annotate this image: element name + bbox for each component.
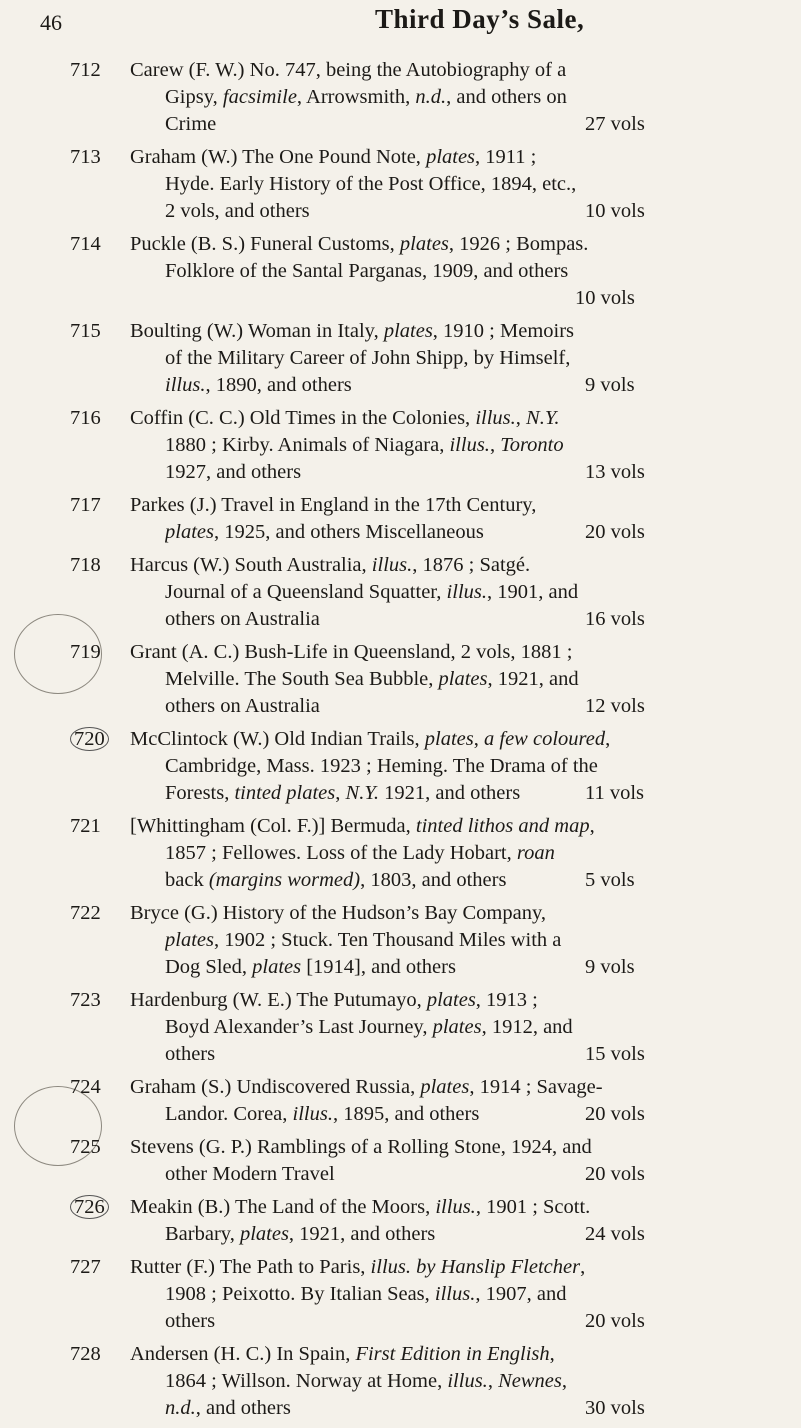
lot-description: back (margins wormed), 1803, and others (165, 869, 507, 891)
lot-line (0, 459, 801, 486)
lot-description: others (165, 1043, 216, 1065)
lot-entry (0, 900, 801, 981)
lot-entry (0, 1194, 801, 1248)
lot-number: 722 (70, 902, 101, 924)
lot-volume-count: 27 vols (585, 113, 645, 135)
lot-line (0, 57, 801, 84)
lot-line (0, 987, 801, 1014)
lot-entry (0, 552, 801, 633)
lot-line (0, 144, 801, 171)
lot-line (0, 1161, 801, 1188)
lot-list (0, 57, 801, 1428)
lot-number: 712 (70, 59, 101, 81)
lot-description: Forests, tinted plates, N.Y. 1921, and others (165, 782, 521, 804)
lot-description: Graham (W.) The One Pound Note, plates, 1911 ; (130, 146, 537, 168)
lot-description: Melville. The South Sea Bubble, plates, 1921, and (165, 668, 579, 690)
lot-line (0, 1221, 801, 1248)
lot-line (0, 666, 801, 693)
lot-volume-count: 10 vols (575, 287, 635, 309)
lot-entry (0, 1134, 801, 1188)
lot-volume-count: 20 vols (585, 1163, 645, 1185)
lot-description: Coffin (C. C.) Old Times in the Colonies, illus., N.Y. (130, 407, 560, 429)
lot-description: Parkes (J.) Travel in England in the 17th Century, (130, 494, 537, 516)
lot-description: other Modern Travel (165, 1163, 335, 1185)
lot-description: Gipsy, facsimile, Arrowsmith, n.d., and others on (165, 86, 567, 108)
lot-line (0, 1014, 801, 1041)
page-number: 46 (40, 10, 62, 35)
lot-number: 716 (70, 407, 101, 429)
lot-volume-count: 5 vols (585, 869, 635, 891)
lot-line (0, 753, 801, 780)
lot-description: others on Australia (165, 695, 320, 717)
lot-line (0, 927, 801, 954)
lot-line (0, 1101, 801, 1128)
lot-line (0, 492, 801, 519)
lot-description: Rutter (F.) The Path to Paris, illus. by Hanslip Fletcher, (130, 1256, 586, 1278)
lot-line (0, 1254, 801, 1281)
lot-description: illus., 1890, and others (165, 374, 352, 396)
lot-description: of the Military Career of John Shipp, by Himself, (165, 347, 571, 369)
lot-line (0, 1041, 801, 1068)
running-title: Third Day’s Sale, (375, 4, 585, 34)
lot-line (0, 258, 801, 285)
lot-description: plates, 1902 ; Stuck. Ten Thousand Miles with a (165, 929, 562, 951)
lot-volume-count: 20 vols (585, 1103, 645, 1125)
lot-line (0, 231, 801, 258)
lot-number: 728 (70, 1343, 101, 1365)
lot-entry (0, 639, 801, 720)
lot-description: Folklore of the Santal Parganas, 1909, and others (165, 260, 569, 282)
lot-description: 1908 ; Peixotto. By Italian Seas, illus., 1907, and (165, 1283, 567, 1305)
lot-description: Andersen (H. C.) In Spain, First Edition in English, (130, 1343, 555, 1365)
lot-description: Carew (F. W.) No. 747, being the Autobiography of a (130, 59, 567, 81)
lot-line (0, 813, 801, 840)
lot-volume-count: 11 vols (585, 782, 645, 804)
lot-description: Landor. Corea, illus., 1895, and others (165, 1103, 480, 1125)
lot-number: 714 (70, 233, 101, 255)
lot-volume-count: 9 vols (585, 374, 635, 396)
lot-line (0, 285, 801, 312)
lot-entry (0, 492, 801, 546)
lot-volume-count: 30 vols (585, 1397, 645, 1419)
lot-number: 727 (70, 1256, 101, 1278)
lot-line (0, 84, 801, 111)
lot-line (0, 954, 801, 981)
lot-entry (0, 144, 801, 225)
lot-description: Hardenburg (W. E.) The Putumayo, plates, 1913 ; (130, 989, 538, 1011)
lot-number: 719 (70, 641, 101, 663)
lot-entry (0, 57, 801, 138)
lot-line (0, 1281, 801, 1308)
lot-description: 1880 ; Kirby. Animals of Niagara, illus., Toronto (165, 434, 564, 456)
lot-description: Hyde. Early History of the Post Office, 1894, etc., (165, 173, 577, 195)
lot-line (0, 1308, 801, 1335)
lot-description: 2 vols, and others (165, 200, 310, 222)
lot-number: 720 (70, 726, 120, 753)
lot-line (0, 606, 801, 633)
lot-line (0, 579, 801, 606)
lot-line (0, 1134, 801, 1161)
lot-volume-count: 13 vols (585, 461, 645, 483)
lot-description: n.d., and others (165, 1397, 291, 1419)
lot-number: 721 (70, 815, 101, 837)
lot-line (0, 867, 801, 894)
lot-number: 718 (70, 554, 101, 576)
lot-number: 726 (70, 1194, 120, 1221)
lot-line (0, 1395, 801, 1422)
lot-volume-count: 20 vols (585, 1310, 645, 1332)
lot-description: Meakin (B.) The Land of the Moors, illus., 1901 ; Scott. (130, 1196, 591, 1218)
lot-description: others on Australia (165, 608, 320, 630)
lot-line (0, 552, 801, 579)
lot-description: others (165, 1310, 216, 1332)
lot-line (0, 1341, 801, 1368)
lot-entry (0, 726, 801, 807)
lot-description: Graham (S.) Undiscovered Russia, plates, 1914 ; Savage- (130, 1076, 603, 1098)
lot-description: Cambridge, Mass. 1923 ; Heming. The Drama of the (165, 755, 598, 777)
lot-number: 725 (70, 1136, 101, 1158)
lot-entry (0, 987, 801, 1068)
lot-entry (0, 231, 801, 312)
lot-line (0, 1194, 801, 1221)
lot-description: Puckle (B. S.) Funeral Customs, plates, 1926 ; Bompas. (130, 233, 589, 255)
lot-number: 713 (70, 146, 101, 168)
lot-description: Grant (A. C.) Bush-Life in Queensland, 2 vols, 1881 ; (130, 641, 573, 663)
lot-line (0, 1368, 801, 1395)
lot-volume-count: 24 vols (585, 1223, 645, 1245)
lot-volume-count: 16 vols (585, 608, 645, 630)
lot-line (0, 780, 801, 807)
lot-line (0, 111, 801, 138)
lot-line (0, 405, 801, 432)
lot-description: Crime (165, 113, 217, 135)
lot-line (0, 432, 801, 459)
lot-description: Stevens (G. P.) Ramblings of a Rolling Stone, 1924, and (130, 1136, 592, 1158)
lot-description: Journal of a Queensland Squatter, illus., 1901, and (165, 581, 579, 603)
lot-number: 724 (70, 1076, 101, 1098)
lot-line (0, 372, 801, 399)
lot-volume-count: 10 vols (585, 200, 645, 222)
lot-description: plates, 1925, and others Miscellaneous (165, 521, 484, 543)
lot-entry (0, 1341, 801, 1422)
lot-line (0, 840, 801, 867)
lot-volume-count: 12 vols (585, 695, 645, 717)
lot-number: 717 (70, 494, 101, 516)
lot-description: 1864 ; Willson. Norway at Home, illus., Newnes, (165, 1370, 567, 1392)
lot-volume-count: 15 vols (585, 1043, 645, 1065)
lot-line (0, 900, 801, 927)
lot-volume-count: 20 vols (585, 521, 645, 543)
lot-line (0, 198, 801, 225)
lot-description: Bryce (G.) History of the Hudson’s Bay Company, (130, 902, 547, 924)
lot-description: Boulting (W.) Woman in Italy, plates, 1910 ; Memoirs (130, 320, 575, 342)
lot-line (0, 693, 801, 720)
lot-description: Barbary, plates, 1921, and others (165, 1223, 436, 1245)
lot-description: 1857 ; Fellowes. Loss of the Lady Hobart, roan (165, 842, 555, 864)
page-header (0, 0, 801, 40)
lot-entry (0, 318, 801, 399)
lot-line (0, 639, 801, 666)
lot-line (0, 726, 801, 753)
lot-entry (0, 1254, 801, 1335)
lot-description: Dog Sled, plates [1914], and others (165, 956, 456, 978)
lot-description: Harcus (W.) South Australia, illus., 1876 ; Satgé. (130, 554, 531, 576)
lot-line (0, 519, 801, 546)
lot-line (0, 171, 801, 198)
lot-description: Boyd Alexander’s Last Journey, plates, 1912, and (165, 1016, 573, 1038)
lot-description: 1927, and others (165, 461, 302, 483)
lot-entry (0, 405, 801, 486)
lot-description: [Whittingham (Col. F.)] Bermuda, tinted lithos and map, (130, 815, 595, 837)
lot-entry (0, 1074, 801, 1128)
lot-line (0, 318, 801, 345)
lot-entry (0, 813, 801, 894)
lot-description: McClintock (W.) Old Indian Trails, plates, a few coloured, (130, 728, 611, 750)
lot-line (0, 345, 801, 372)
lot-number: 715 (70, 320, 101, 342)
lot-number: 723 (70, 989, 101, 1011)
lot-volume-count: 9 vols (585, 956, 635, 978)
lot-line (0, 1074, 801, 1101)
